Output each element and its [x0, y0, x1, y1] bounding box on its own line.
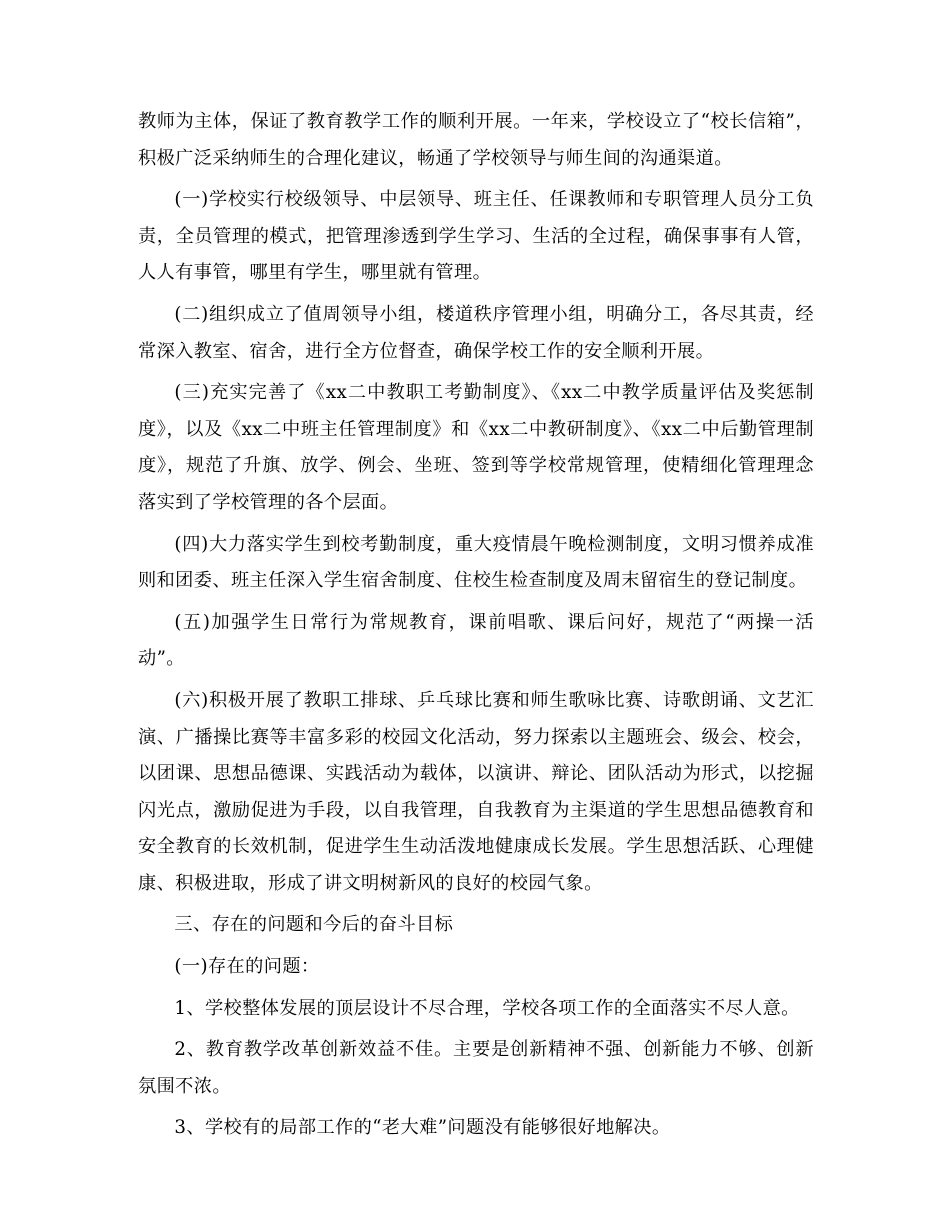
paragraph-intro: 教师为主体，保证了教育教学工作的顺利开展。一年来，学校设立了“校长信箱”，积极广泛采纳师生的合理化建议，畅通了学校领导与师生间的沟通渠道。 — [138, 111, 814, 169]
paragraph-item-5: (五)加强学生日常行为常规教育，课前唱歌、课后问好，规范了“两操一活动”。 — [138, 611, 814, 670]
paragraph-item-1: (一)学校实行校级领导、中层领导、班主任、任课教师和专职管理人员分工负责，全员管理的模式，把管理渗透到学生学习、生活的全过程，确保事事有人管，人人有事管，哪里有学生，哪里就有管理。 — [138, 189, 814, 284]
paragraph-item-3: (三)充实完善了《xx二中教职工考勤制度》、《xx二中教学质量评估及奖惩制度》，以及《xx二中班主任管理制度》和《xx二中教研制度》、《xx二中后勤管理制度》，规范了升旗、放学、例会、坐班、签到等学校常规管理，使精细化管理理念落实到了学校管理的各个层面。 — [138, 382, 814, 513]
problem-item-3: 3、学校有的局部工作的“老大难”问题没有能够很好地解决。 — [174, 1117, 671, 1139]
paragraph-item-6: (六)积极开展了教职工排球、乒乓球比赛和师生歌咏比赛、诗歌朗诵、文艺汇演、广播操比赛等丰富多彩的校园文化活动，努力探索以主题班会、级会、校会，以团课、思想品德课、实践活动为载体，以演讲、辩论、团队活动为形式，以挖掘闪光点，激励促进为手段，以自我管理，自我教育为主渠道的学生思想品德教育和安全教育的长效机制，促进学生生动活泼地健康成长发展。学生思想活跃、心理健康、积极进取，形成了讲文明树新风的良好的校园气象。 — [138, 689, 814, 894]
problem-item-1: 1、学校整体发展的顶层设计不尽合理，学校各项工作的全面落实不尽人意。 — [174, 997, 800, 1019]
subsection-heading-problems: (一)存在的问题： — [174, 956, 320, 978]
document-body — [138, 104, 814, 1152]
paragraph-item-4: (四)大力落实学生到校考勤制度，重大疫情晨午晚检测制度，文明习惯养成准则和团委、班主任深入学生宿舍制度、住校生检查制度及周末留宿生的登记制度。 — [138, 533, 814, 592]
problem-item-2: 2、教育教学改革创新效益不佳。主要是创新精神不强、创新能力不够、创新氛围不浓。 — [138, 1039, 814, 1097]
section-heading-3: 三、存在的问题和今后的奋斗目标 — [174, 914, 454, 936]
paragraph-item-2: (二)组织成立了值周领导小组，楼道秩序管理小组，明确分工，各尽其责，经常深入教室、宿舍，进行全方位督查，确保学校工作的安全顺利开展。 — [138, 303, 814, 362]
